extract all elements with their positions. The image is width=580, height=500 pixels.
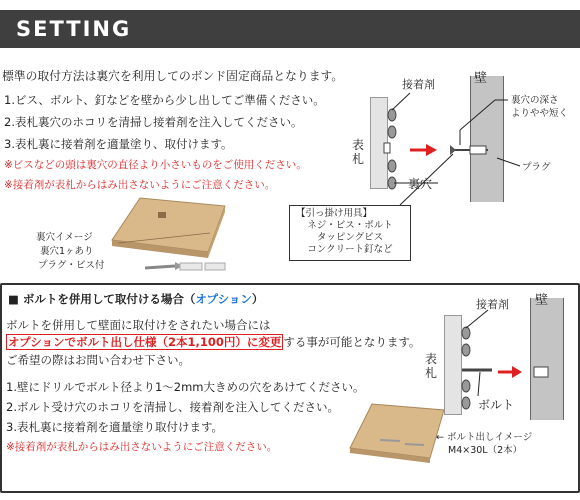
hook-tools-line-1: ネジ・ビス・ボルト bbox=[307, 220, 393, 231]
photo-caption-1: 裏穴イメージ bbox=[36, 232, 93, 243]
back-hole-label: 裏穴 bbox=[408, 177, 433, 191]
wall-label-1: 壁 bbox=[474, 71, 488, 86]
step-2: 2.表札裏穴のホコリを清掃し接着剤を注入してください。 bbox=[4, 115, 303, 129]
wall-label-2: 壁 bbox=[535, 293, 549, 308]
bolt-label: ボルト bbox=[478, 398, 515, 412]
step-1: 1.ビス、ボルト、釘などを壁から少し出してご準備ください。 bbox=[4, 93, 325, 107]
bolt-line-2: オプションでボルト出し仕様（2本1,100円）に変更 する事が可能となります。 bbox=[8, 335, 421, 349]
bolt-line-3: ご希望の際はお問い合わせ下さい。 bbox=[6, 353, 190, 367]
photo-caption-2: 裏穴1ヶあり bbox=[40, 246, 94, 257]
bolt-step-2: 2.ボルト受け穴のホコリを清掃し、接着剤を注入してください。 bbox=[6, 400, 339, 414]
adhesive-label-1: 接着剤 bbox=[402, 78, 435, 91]
header-title: SETTING bbox=[16, 17, 132, 41]
bolt-step-3: 3.表札裏に接着剤を適量塗り取付けます。 bbox=[6, 420, 224, 434]
bolt-section-title: ■ ボルトを併用して取付ける場合（オプション） bbox=[8, 292, 264, 306]
bolt-note: ※接着剤が表札からはみ出さないようにご注意ください。 bbox=[6, 441, 278, 453]
note-2: ※接着剤が表札からはみ出さないようにご注意ください。 bbox=[4, 179, 276, 191]
depth-note-1: 裏穴の深さ bbox=[511, 95, 559, 106]
photo-caption-3: プラグ・ビス付 bbox=[38, 260, 105, 271]
bolt-spec: M4×30L（2本） bbox=[448, 445, 523, 456]
note-1: ※ビスなどの頭は裏穴の直径より小さいものをご使用ください。 bbox=[4, 159, 307, 171]
plate-label-2: 表 札 bbox=[424, 352, 437, 380]
step-3: 3.表札裏に接着剤を適量塗り、取付けます。 bbox=[4, 137, 233, 151]
bolt-image-caption: ← ボルト出しイメージ bbox=[436, 432, 533, 443]
plate-label-1: 表 札 bbox=[351, 138, 364, 166]
plug-label: プラグ bbox=[522, 162, 551, 173]
hook-tools-line-3: コンクリート釘など bbox=[307, 244, 393, 255]
hook-tools-line-2: タッピングビス bbox=[316, 232, 384, 243]
adhesive-label-2: 接着剤 bbox=[476, 298, 509, 311]
hook-tools-title: 【引っ掛け用具】 bbox=[296, 208, 373, 219]
depth-note-2: よりやや短く bbox=[511, 108, 569, 119]
bolt-line-1: ボルトを併用して壁面に取付けをされたい場合には bbox=[6, 318, 271, 332]
bolt-step-1: 1.壁にドリルでボルト径より1〜2mm大きめの穴をあけてください。 bbox=[6, 380, 365, 394]
intro-text: 標準の取付方法は裏穴を利用してのボンド固定商品となります。 bbox=[2, 69, 344, 83]
